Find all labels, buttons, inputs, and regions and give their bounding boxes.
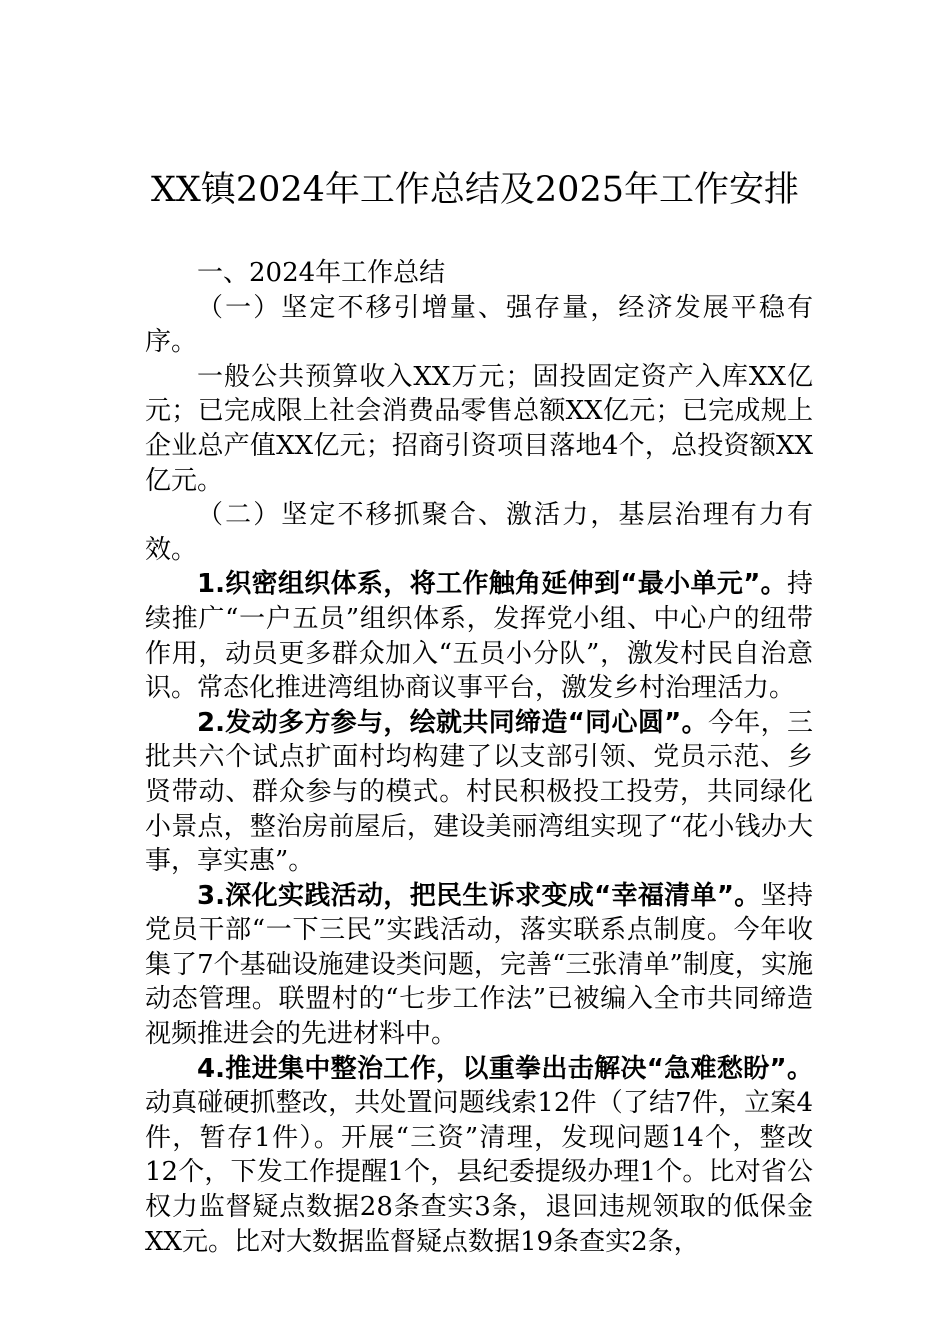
- item-lead: 1.织密组织体系，将工作触角延伸到“最小单元”。: [197, 569, 787, 600]
- item-text: 今年，三批共六个试点扩面村均构建了以支部引领、党员示范、乡贤带动、群众参与的模式。村民积极投工投劳，共同绿化小景点，整治房前屋后，建设美丽湾组实现了“花小钱办大事，享实惠”。: [145, 707, 813, 877]
- list-item: [145, 706, 813, 879]
- item-text: 坚持党员干部“一下三民”实践活动，落实联系点制度。今年收集了7个基础设施建设类问题，完善“三张清单”制度，实施动态管理。联盟村的“七步工作法”已被编入全市共同缔造视频推进会的先进材料中。: [145, 880, 813, 1050]
- item-text: 持续推广“一户五员”组织体系，发挥党小组、中心户的纽带作用，动员更多群众加入“五员小分队”，激发村民自治意识。常态化推进湾组协商议事平台，激发乡村治理活力。: [145, 569, 813, 704]
- section-heading: 一、2024年工作总结: [197, 258, 446, 288]
- item-lead: 2.发动多方参与，绘就共同缔造“同心圆”。: [197, 707, 708, 738]
- subsection-heading-1: （一）坚定不移引增量、强存量，经济发展平稳有序。: [145, 292, 813, 358]
- list-item: [145, 567, 813, 705]
- item-lead: 4.推进集中整治工作，以重拳出击解决“急难愁盼”。: [197, 1053, 813, 1084]
- subsection-heading-2: （二）坚定不移抓聚合、激活力，基层治理有力有效。: [145, 500, 813, 565]
- list-item: [145, 1052, 813, 1260]
- paragraph-economy: 一般公共预算收入XX万元；固投固定资产入库XX亿元；已完成限上社会消费品零售总额XX亿元；已完成规上企业总产值XX亿元；招商引资项目落地4个，总投资额XX亿元。: [145, 361, 813, 496]
- document-body: [145, 256, 813, 1259]
- item-lead: 3.深化实践活动，把民生诉求变成“幸福清单”。: [197, 880, 761, 911]
- list-item: [145, 879, 813, 1052]
- item-text: 动真碰硬抓整改，共处置问题线索12件（了结7件，立案4件，暂存1件）。开展“三资”清理，发现问题14个，整改12个，下发工作提醒1个，县纪委提级办理1个。比对省公权力监督疑点数据28条查实3条，退回违规领取的低保金XX元。比对大数据监督疑点数据19条查实2条，: [145, 1088, 813, 1257]
- document-title: XX镇2024年工作总结及2025年工作安排: [151, 170, 799, 210]
